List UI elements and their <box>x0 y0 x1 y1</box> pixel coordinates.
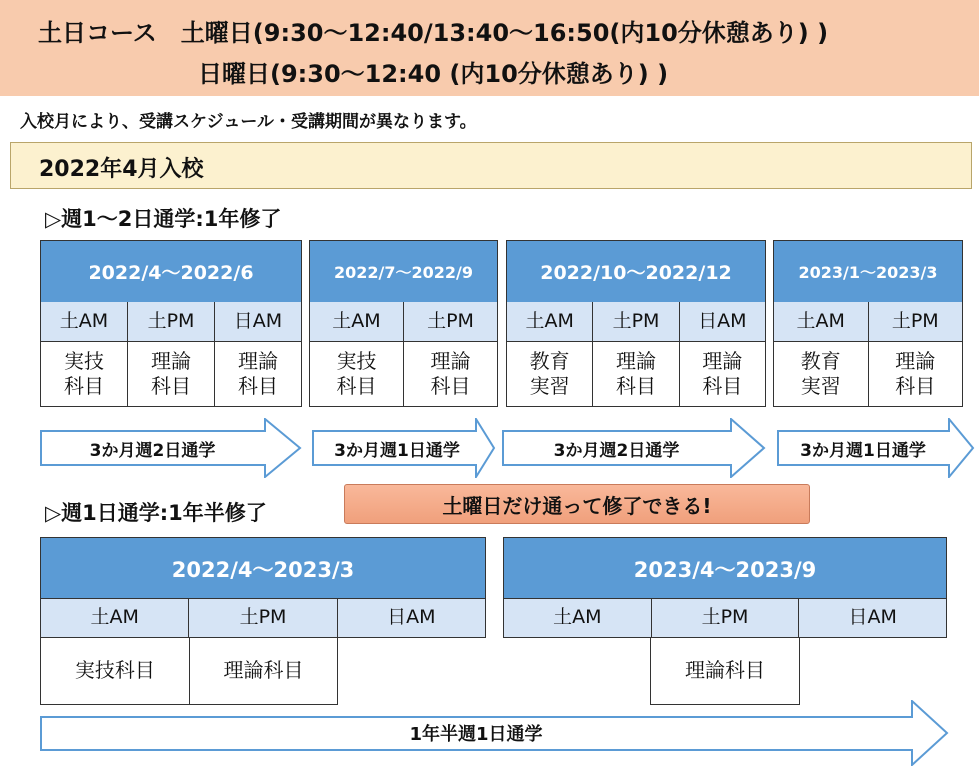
subject-cell: 教育 実習 <box>774 342 869 406</box>
slot-cell: 土AM <box>41 599 189 637</box>
period-header: 2022/4〜2023/3 <box>40 537 486 601</box>
arrow-label: 3か月週2日通学 <box>553 440 680 461</box>
course1-block-2 <box>309 240 498 407</box>
course1-block-4 <box>773 240 963 407</box>
duration-arrow <box>502 418 766 478</box>
slot-cell: 土AM <box>774 302 869 342</box>
duration-arrow-long <box>40 700 950 766</box>
slot-cell: 土AM <box>310 302 404 342</box>
subject-cell: 実技 科目 <box>41 342 128 406</box>
period-header: 2023/4〜2023/9 <box>503 537 947 601</box>
course2-block-1 <box>40 537 486 705</box>
slot-cell: 土AM <box>41 302 128 342</box>
empty-cell <box>800 637 947 705</box>
slot-cell: 土AM <box>507 302 593 342</box>
slot-cell: 土PM <box>128 302 215 342</box>
slot-cell: 土AM <box>504 599 652 637</box>
subject-cell: 理論科目 <box>650 637 799 705</box>
arrow-label: 3か月週1日通学 <box>334 440 460 461</box>
duration-arrow <box>40 418 302 478</box>
subject-cell: 理論 科目 <box>593 342 679 406</box>
subject-cell: 理論 科目 <box>702 349 743 398</box>
notice-text: 入校月により、受講スケジュール・受講期間が異なります。 <box>20 112 477 132</box>
subject-cell: 実技 科目 <box>310 342 404 406</box>
arrow-label: 3か月週1日通学 <box>800 440 926 461</box>
slot-cell: 土PM <box>593 302 679 342</box>
course1-block-3 <box>506 240 766 407</box>
slot-cell: 日AM <box>215 302 301 342</box>
empty-cell <box>503 637 650 705</box>
slot-cell: 土PM <box>652 599 800 637</box>
period-header: 2022/7〜2022/9 <box>310 241 497 303</box>
period-header: 2023/1〜2023/3 <box>774 241 962 303</box>
course2-title: ▷週1日通学:1年半修了 <box>45 501 267 525</box>
subject-cell: 実技科目 <box>40 637 190 705</box>
enrollment-month-box <box>10 142 972 189</box>
course1-title: ▷週1〜2日通学:1年修了 <box>45 207 282 231</box>
duration-arrow <box>777 418 975 478</box>
period-header: 2022/10〜2022/12 <box>507 241 765 303</box>
arrow-label: 3か月週2日通学 <box>89 440 216 461</box>
enrollment-month-label: 2022年4月入校 <box>39 157 204 182</box>
arrow-label: 1年半週1日通学 <box>409 724 543 745</box>
schedule-header <box>0 0 979 96</box>
slot-cell: 日AM <box>680 302 765 342</box>
header-line-2: 日曜日(9:30〜12:40 (内10分休憩あり) ) <box>198 60 669 88</box>
slot-cell: 土PM <box>869 302 963 342</box>
subject-cell: 理論 科目 <box>430 349 471 398</box>
subject-cell: 理論 科目 <box>895 349 936 398</box>
slot-cell: 日AM <box>799 599 946 637</box>
saturday-only-banner: 土曜日だけ通って修了できる! <box>344 484 810 524</box>
slot-cell: 土PM <box>189 599 337 637</box>
subject-cell: 教育 実習 <box>507 342 593 406</box>
subject-cell: 理論 科目 <box>128 342 215 406</box>
slot-cell: 土PM <box>404 302 497 342</box>
header-line-1: 土日コース 土曜日(9:30〜12:40/13:40〜16:50(内10分休憩あり) ) <box>38 19 829 47</box>
empty-cell <box>338 637 486 705</box>
course2-block-2 <box>503 537 947 705</box>
subject-cell: 理論 科目 <box>238 349 278 398</box>
subject-cell: 理論科目 <box>190 637 339 705</box>
course1-block-1 <box>40 240 302 407</box>
duration-arrow <box>312 418 496 478</box>
slot-cell: 日AM <box>338 599 485 637</box>
period-header: 2022/4〜2022/6 <box>41 241 301 303</box>
